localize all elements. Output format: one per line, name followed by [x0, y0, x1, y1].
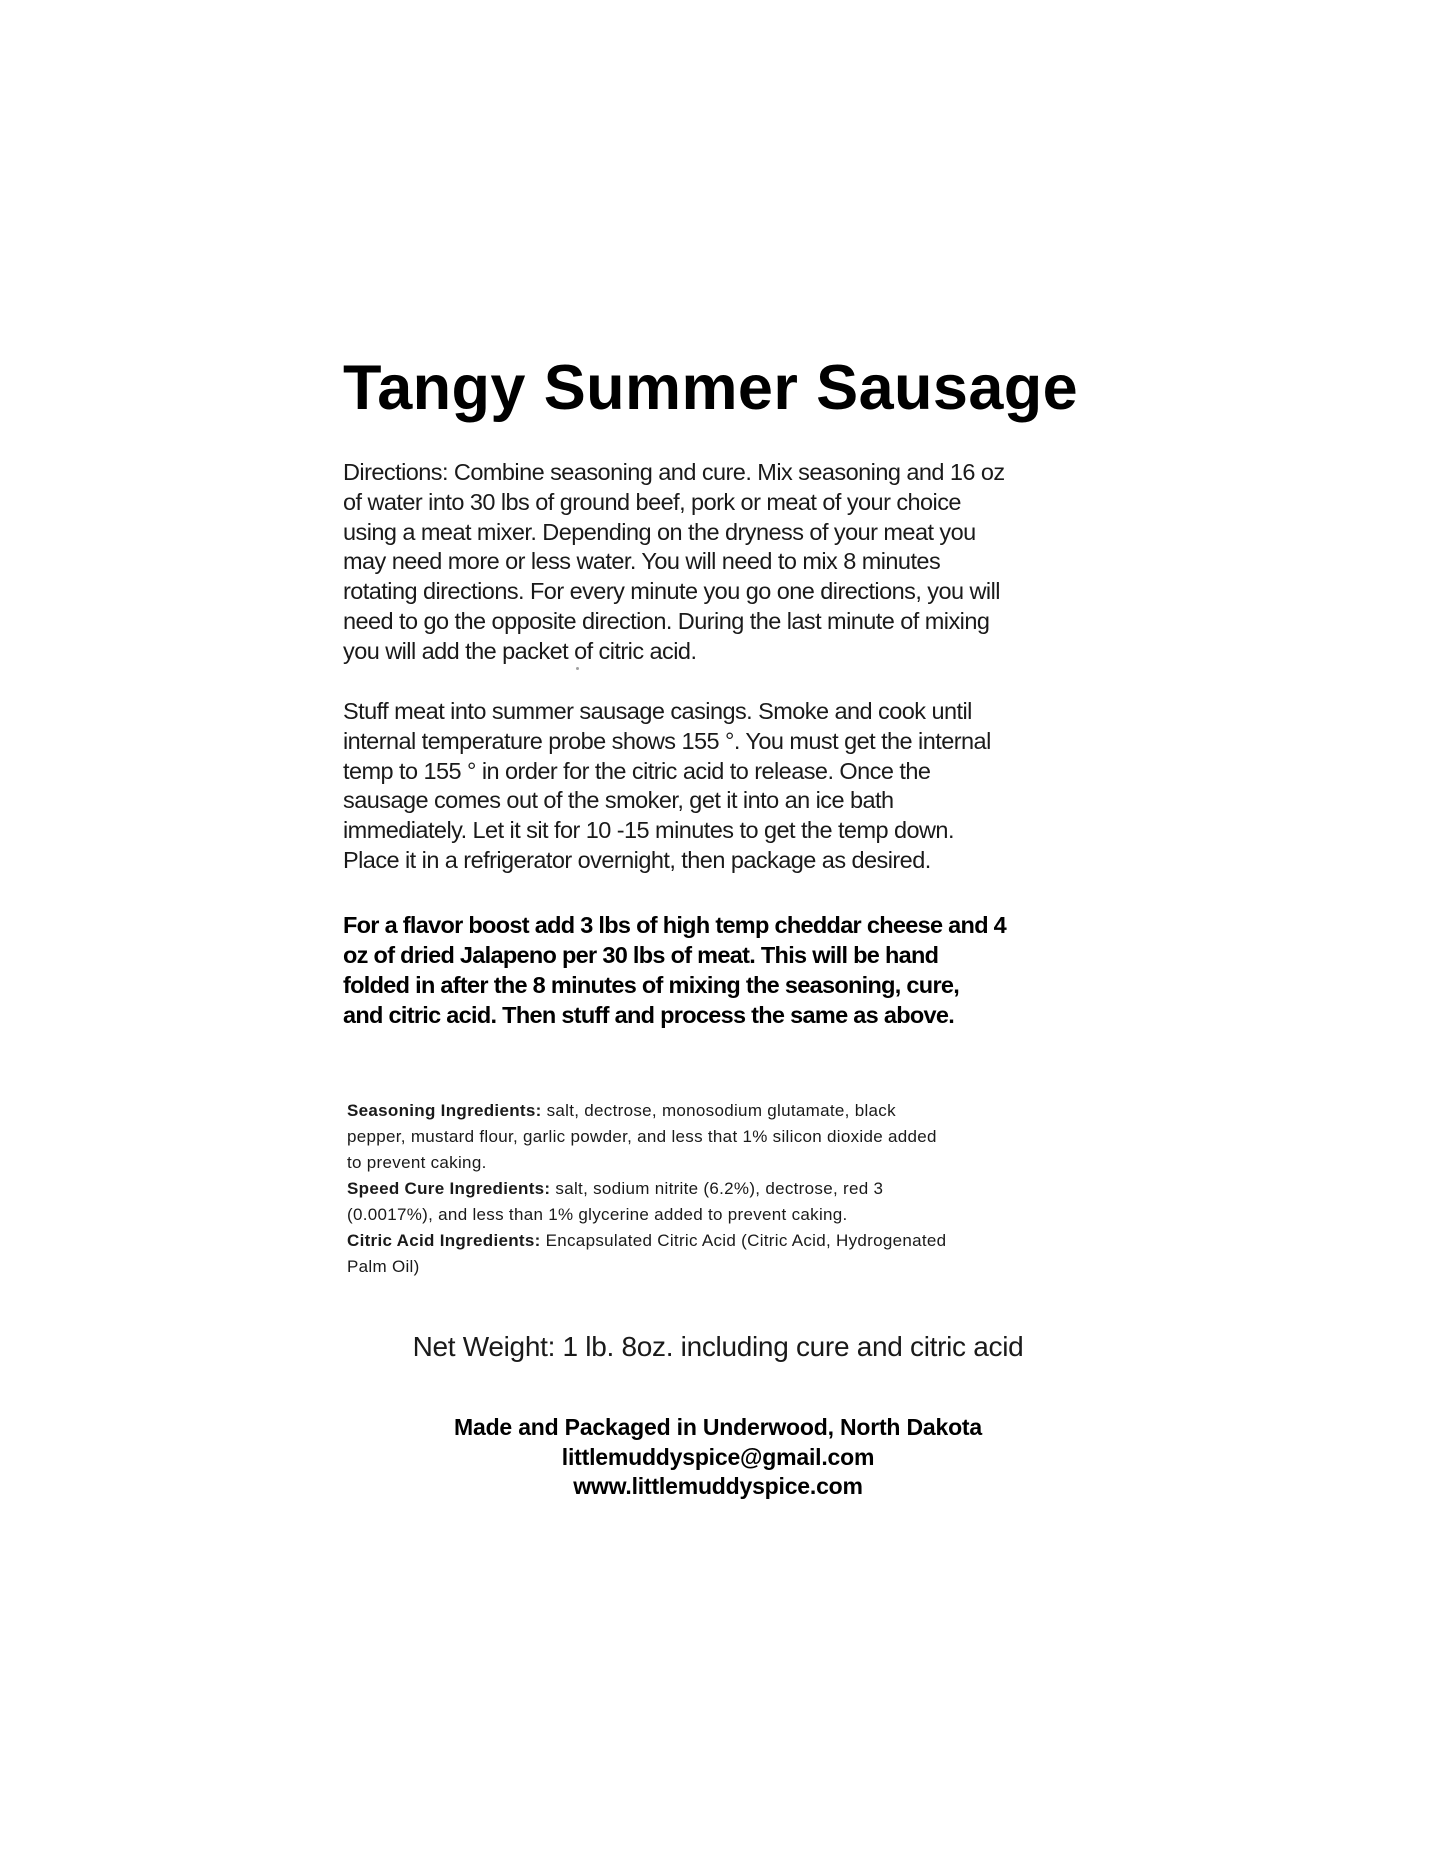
contact-email: littlemuddyspice@gmail.com [561, 1443, 875, 1470]
stuffing-line: immediately. Let it sit for 10 -15 minutes to get the temp down. [343, 817, 954, 844]
stuffing-line: temp to 155 ° in order for the citric acid to release. Once the [343, 757, 931, 784]
speed-cure-ingredients-text: salt, sodium nitrite (6.2%), dectrose, red 3 [550, 1179, 884, 1198]
directions-line: you will add the packet of citric acid. [343, 637, 697, 664]
stuffing-line: Place it in a refrigerator overnight, then package as desired. [343, 846, 931, 873]
seasoning-ingredients-line: to prevent caking. [347, 1153, 487, 1172]
seasoning-ingredients [347, 1098, 1107, 1124]
speed-cure-ingredients [347, 1176, 1107, 1202]
directions-line: need to go the opposite direction. During the last minute of mixing [343, 607, 990, 634]
seasoning-ingredients-line: pepper, mustard flour, garlic powder, and less that 1% silicon dioxide added [347, 1127, 937, 1146]
citric-acid-ingredients-text: Encapsulated Citric Acid (Citric Acid, Hydrogenated [540, 1231, 947, 1250]
directions-line: using a meat mixer. Depending on the dryness of your meat you [343, 518, 976, 545]
flavor-boost-line: oz of dried Jalapeno per 30 lbs of meat. This will be hand [343, 942, 939, 968]
citric-acid-ingredients-label: Citric Acid Ingredients: [347, 1231, 541, 1250]
stray-dot-mark [576, 667, 579, 670]
manufacturer-footer [0, 1413, 1436, 1502]
directions-line: of water into 30 lbs of ground beef, pork or meat of your choice [343, 488, 961, 515]
flavor-boost-line: folded in after the 8 minutes of mixing the seasoning, cure, [343, 972, 960, 998]
website-url: www.littlemuddyspice.com [573, 1473, 863, 1499]
directions-line: rotating directions. For every minute you go one directions, you will [343, 578, 1000, 605]
net-weight: Net Weight: 1 lb. 8oz. including cure and citric acid [412, 1331, 1024, 1362]
stuffing-line: sausage comes out of the smoker, get it into an ice bath [343, 787, 894, 814]
flavor-boost-line: For a flavor boost add 3 lbs of high temp cheddar cheese and 4 [343, 912, 1007, 938]
speed-cure-ingredients-label: Speed Cure Ingredients: [347, 1179, 551, 1198]
flavor-boost-line: and citric acid. Then stuff and process the same as above. [343, 1002, 955, 1028]
seasoning-ingredients-label: Seasoning Ingredients: [347, 1101, 542, 1120]
product-title: Tangy Summer Sausage [343, 353, 1079, 423]
stuffing-paragraph [343, 697, 1123, 876]
citric-acid-ingredients [347, 1228, 1107, 1254]
stuffing-line: Stuff meat into summer sausage casings. Smoke and cook until [343, 698, 972, 724]
directions-line: Directions: Combine seasoning and cure. Mix seasoning and 16 oz [343, 459, 1005, 485]
directions-paragraph [343, 458, 1123, 667]
flavor-boost-paragraph [343, 910, 1123, 1030]
speed-cure-ingredients-line: (0.0017%), and less than 1% glycerine added to prevent caking. [347, 1205, 848, 1224]
origin-statement: Made and Packaged in Underwood, North Dakota [454, 1414, 982, 1440]
ingredients-section [347, 1098, 1107, 1280]
citric-acid-ingredients-line: Palm Oil) [347, 1257, 420, 1276]
directions-line: may need more or less water. You will need to mix 8 minutes [343, 548, 941, 575]
seasoning-ingredients-text: salt, dectrose, monosodium glutamate, black [541, 1101, 896, 1120]
stuffing-line: internal temperature probe shows 155 °. You must get the internal [343, 727, 991, 754]
